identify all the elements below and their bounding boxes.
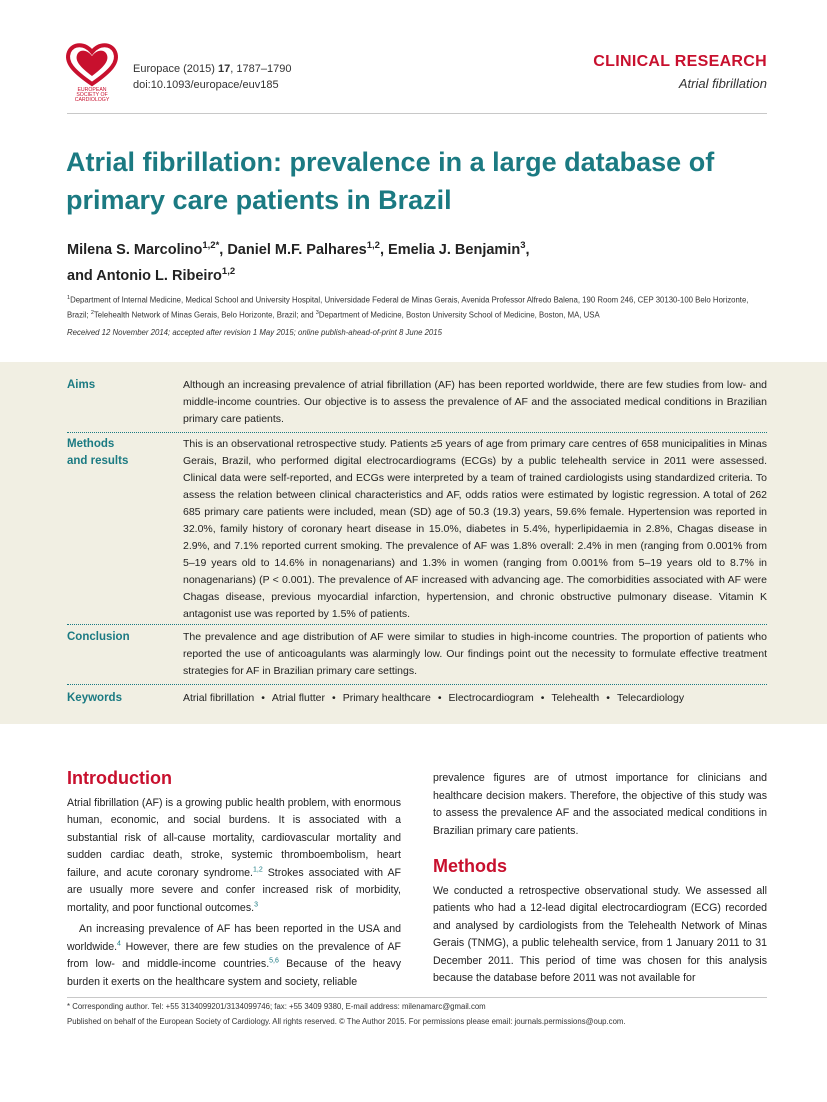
author-list	[67, 235, 767, 287]
logo-text-1: EUROPEAN	[77, 87, 107, 93]
methods-text: This is an observational retrospective study. Patients ≥5 years of age from primary care centres of 658 municipalities in Minas Gerais, Brazil, who performed digital electrocardiograms (ECGs) by a public telehealth service in 2011 were assessed. Clinical data were self-reported, and ECGs were interpreted by a team of trained cardiologists using standardized criteria. To assess the relation between clinical characteristics and AF, odds ratios were estimated by logistic regression. A total of 262 685 primary care patients were included, mean (SD) age of 50.3 (19.3) years, 59.6% female. Hypertension was reported in 32.0%, family history of coronary heart disease in 15.0%, diabetes in 5.4%, hyperlipidaemia in 2.8%, Chagas disease in 2.9%, and 7.1% reported current smoking. The prevalence of AF was 1.8% overall: 2.4% in men (ranging from 0.001% from 5–19 years old to 14.6% in nonagenarians) and 1.3% in women (ranging from 0.001% from 5–19 years old to 8.7% in nonagenarians) (P < 0.001). The prevalence of AF increased with advancing age. The comorbidities associated with AF were Chagas disease, previous myocardial infarction, hypertension, and chronic obstructive pulmonary disease. Vitamin K antagonist use was reported by 1.5% of patients.	[183, 438, 767, 620]
intro-p2-text-a: An increasing prevalence of AF has been reported in the USA and worldwide.	[67, 923, 401, 953]
aims-text: Although an increasing prevalence of atrial fibrillation (AF) has been reported worldwide, there are few studies from low- and middle-income countries. Our objective is to assess the prevalence of AF and the associated medical conditions in Brazilian primary care patients.	[183, 379, 767, 425]
author-4[interactable]: and Antonio L. Ribeiro	[67, 267, 222, 284]
esc-logo	[63, 40, 121, 102]
intro-paragraph-1	[67, 795, 401, 918]
author-2-affil: 1,2	[366, 240, 380, 251]
doi[interactable]: doi:10.1093/europace/euv185	[133, 79, 279, 91]
intro-p2-text-b: However, there are few studies on the prevalence of AF from low- and middle-income countries.	[67, 940, 401, 970]
keyword: Atrial flutter	[271, 692, 325, 704]
journal-volume: 17	[218, 63, 231, 75]
citation-link[interactable]: 1,2	[252, 865, 263, 873]
author-sep: ,	[219, 241, 228, 258]
introduction-heading: Introduction	[67, 768, 172, 788]
section-label	[593, 53, 767, 91]
conclusion-text: The prevalence and age distribution of AF were similar to studies in high-income countries. The proportion of patients who reported the use of anticoagulants was alarmingly low. Our findings point out the necessity to formulate effective treatment strategies for AF in Brazilian primary care settings.	[183, 631, 767, 677]
keywords-label: Keywords	[67, 692, 122, 704]
citation-link[interactable]: 5,6	[269, 957, 279, 965]
keywords-list	[183, 690, 767, 707]
intro-paragraph-2	[67, 921, 401, 991]
author-2[interactable]: Daniel M.F. Palhares	[227, 241, 367, 258]
logo-text-2: SOCIETY OF	[76, 92, 108, 98]
methods-heading: Methods	[433, 856, 507, 876]
affiliations	[67, 292, 767, 321]
article-title: Atrial fibrillation: prevalence in a large database of primary care patients in Brazil	[66, 147, 715, 215]
abstract-divider	[67, 432, 767, 433]
affil-1-sup: 1	[67, 295, 71, 301]
journal-name: Europace (2015)	[133, 63, 215, 75]
citation-link[interactable]: 4	[117, 939, 121, 947]
bullet-icon: •	[332, 692, 336, 704]
journal-pages: , 1787–1790	[230, 63, 292, 75]
heart-logo-icon	[63, 40, 121, 102]
affil-3: Department of Medicine, Boston University School of Medicine, Boston, MA, USA	[318, 310, 600, 320]
intro-p1-text-b: Strokes associated with AF are usually more severe and confer increased risk of morbidity, mortality, and poor functional outcomes.	[67, 866, 401, 914]
journal-citation	[133, 61, 291, 93]
methods-label-2: and results	[67, 455, 129, 467]
bullet-icon: •	[261, 692, 265, 704]
citation-link[interactable]: 3	[254, 900, 258, 908]
left-column	[67, 770, 401, 991]
corresponding-author: * Corresponding author. Tel: +55 3134099201/3134099746; fax: +55 3409 9380, E-mail address: milenamarc@gmail.com	[67, 1002, 486, 1011]
author-3[interactable]: Emelia J. Benjamin	[388, 241, 521, 258]
author-sep: ,	[525, 241, 530, 258]
section-name: CLINICAL RESEARCH	[593, 53, 767, 70]
footer-divider	[67, 997, 767, 998]
affil-2-sup: 2	[90, 309, 94, 316]
abstract-box	[0, 362, 827, 724]
conclusion-label: Conclusion	[67, 631, 130, 643]
methods-label	[67, 436, 179, 470]
methods-paragraph-1: We conducted a retrospective observational study. We assessed all patients who had a 12-lead digital electrocardiogram (ECG) recorded and analysed by cardiologists from the Telehealth Network of Minas Gerais (TNMG), a public telehealth service, from 1 January 2011 to 31 December 2011. This period of time was chosen for this analysis because the database before 2011 was not available for	[433, 884, 767, 984]
affil-1: Department of Internal Medicine, Medical School and University Hospital, Universidade Federal de Minas Gerais, Avenida Professor Alfredo Balena, 190 Room 246, CEP 30130-100 Belo Horizonte, Brazil;	[67, 295, 749, 320]
abstract-divider	[67, 624, 767, 625]
publisher-notice: Published on behalf of the European Society of Cardiology. All rights reserved. © The Author 2015. For permissions please email: journals.permissions@oup.com.	[67, 1017, 626, 1026]
subsection-name: Atrial fibrillation	[678, 76, 767, 91]
keyword: Atrial fibrillation	[183, 692, 255, 704]
keyword: Telecardiology	[616, 692, 685, 704]
keyword: Electrocardiogram	[448, 692, 534, 704]
right-column	[433, 770, 767, 988]
aims-label: Aims	[67, 379, 96, 391]
author-3-affil: 3	[520, 240, 526, 251]
abstract-divider	[67, 684, 767, 685]
affil-3-sup: 3	[315, 309, 319, 316]
intro-p2-text-c: Because of the heavy burden it exerts on the healthcare system and society, reliable	[67, 958, 401, 988]
keyword: Telehealth	[551, 692, 600, 704]
author-sep: ,	[379, 241, 389, 258]
intro-paragraph-3: prevalence figures are of utmost importance for clinicians and healthcare decision makers. Therefore, the objective of this study was to assess the prevalence AF and the associated medical conditions in Brazilian primary care patients.	[433, 772, 767, 837]
logo-text-3: CARDIOLOGY	[74, 97, 110, 102]
header-divider	[67, 113, 767, 114]
author-1[interactable]: Milena S. Marcolino	[67, 241, 203, 258]
bullet-icon: •	[606, 692, 610, 704]
author-4-affil: 1,2	[221, 265, 236, 277]
affil-2: Telehealth Network of Minas Gerais, Belo Horizonte, Brazil; and	[93, 310, 316, 320]
keyword: Primary healthcare	[342, 692, 431, 704]
bullet-icon: •	[437, 692, 442, 704]
received-dates: Received 12 November 2014; accepted after revision 1 May 2015; online publish-ahead-of-print 8 June 2015	[67, 328, 442, 337]
author-1-affil: 1,2*	[202, 240, 220, 251]
methods-label-1: Methods	[67, 438, 115, 450]
intro-p1-text-a: Atrial fibrillation (AF) is a growing public health problem, with enormous human, economic, and social burdens. It is associated with a substantial risk of all-cause mortality, cardiovascular mortality and sudden cardiac death, stroke, systemic thromboembolism, heart failure, and acute coronary syndrome.	[67, 796, 401, 879]
bullet-icon: •	[540, 692, 545, 704]
